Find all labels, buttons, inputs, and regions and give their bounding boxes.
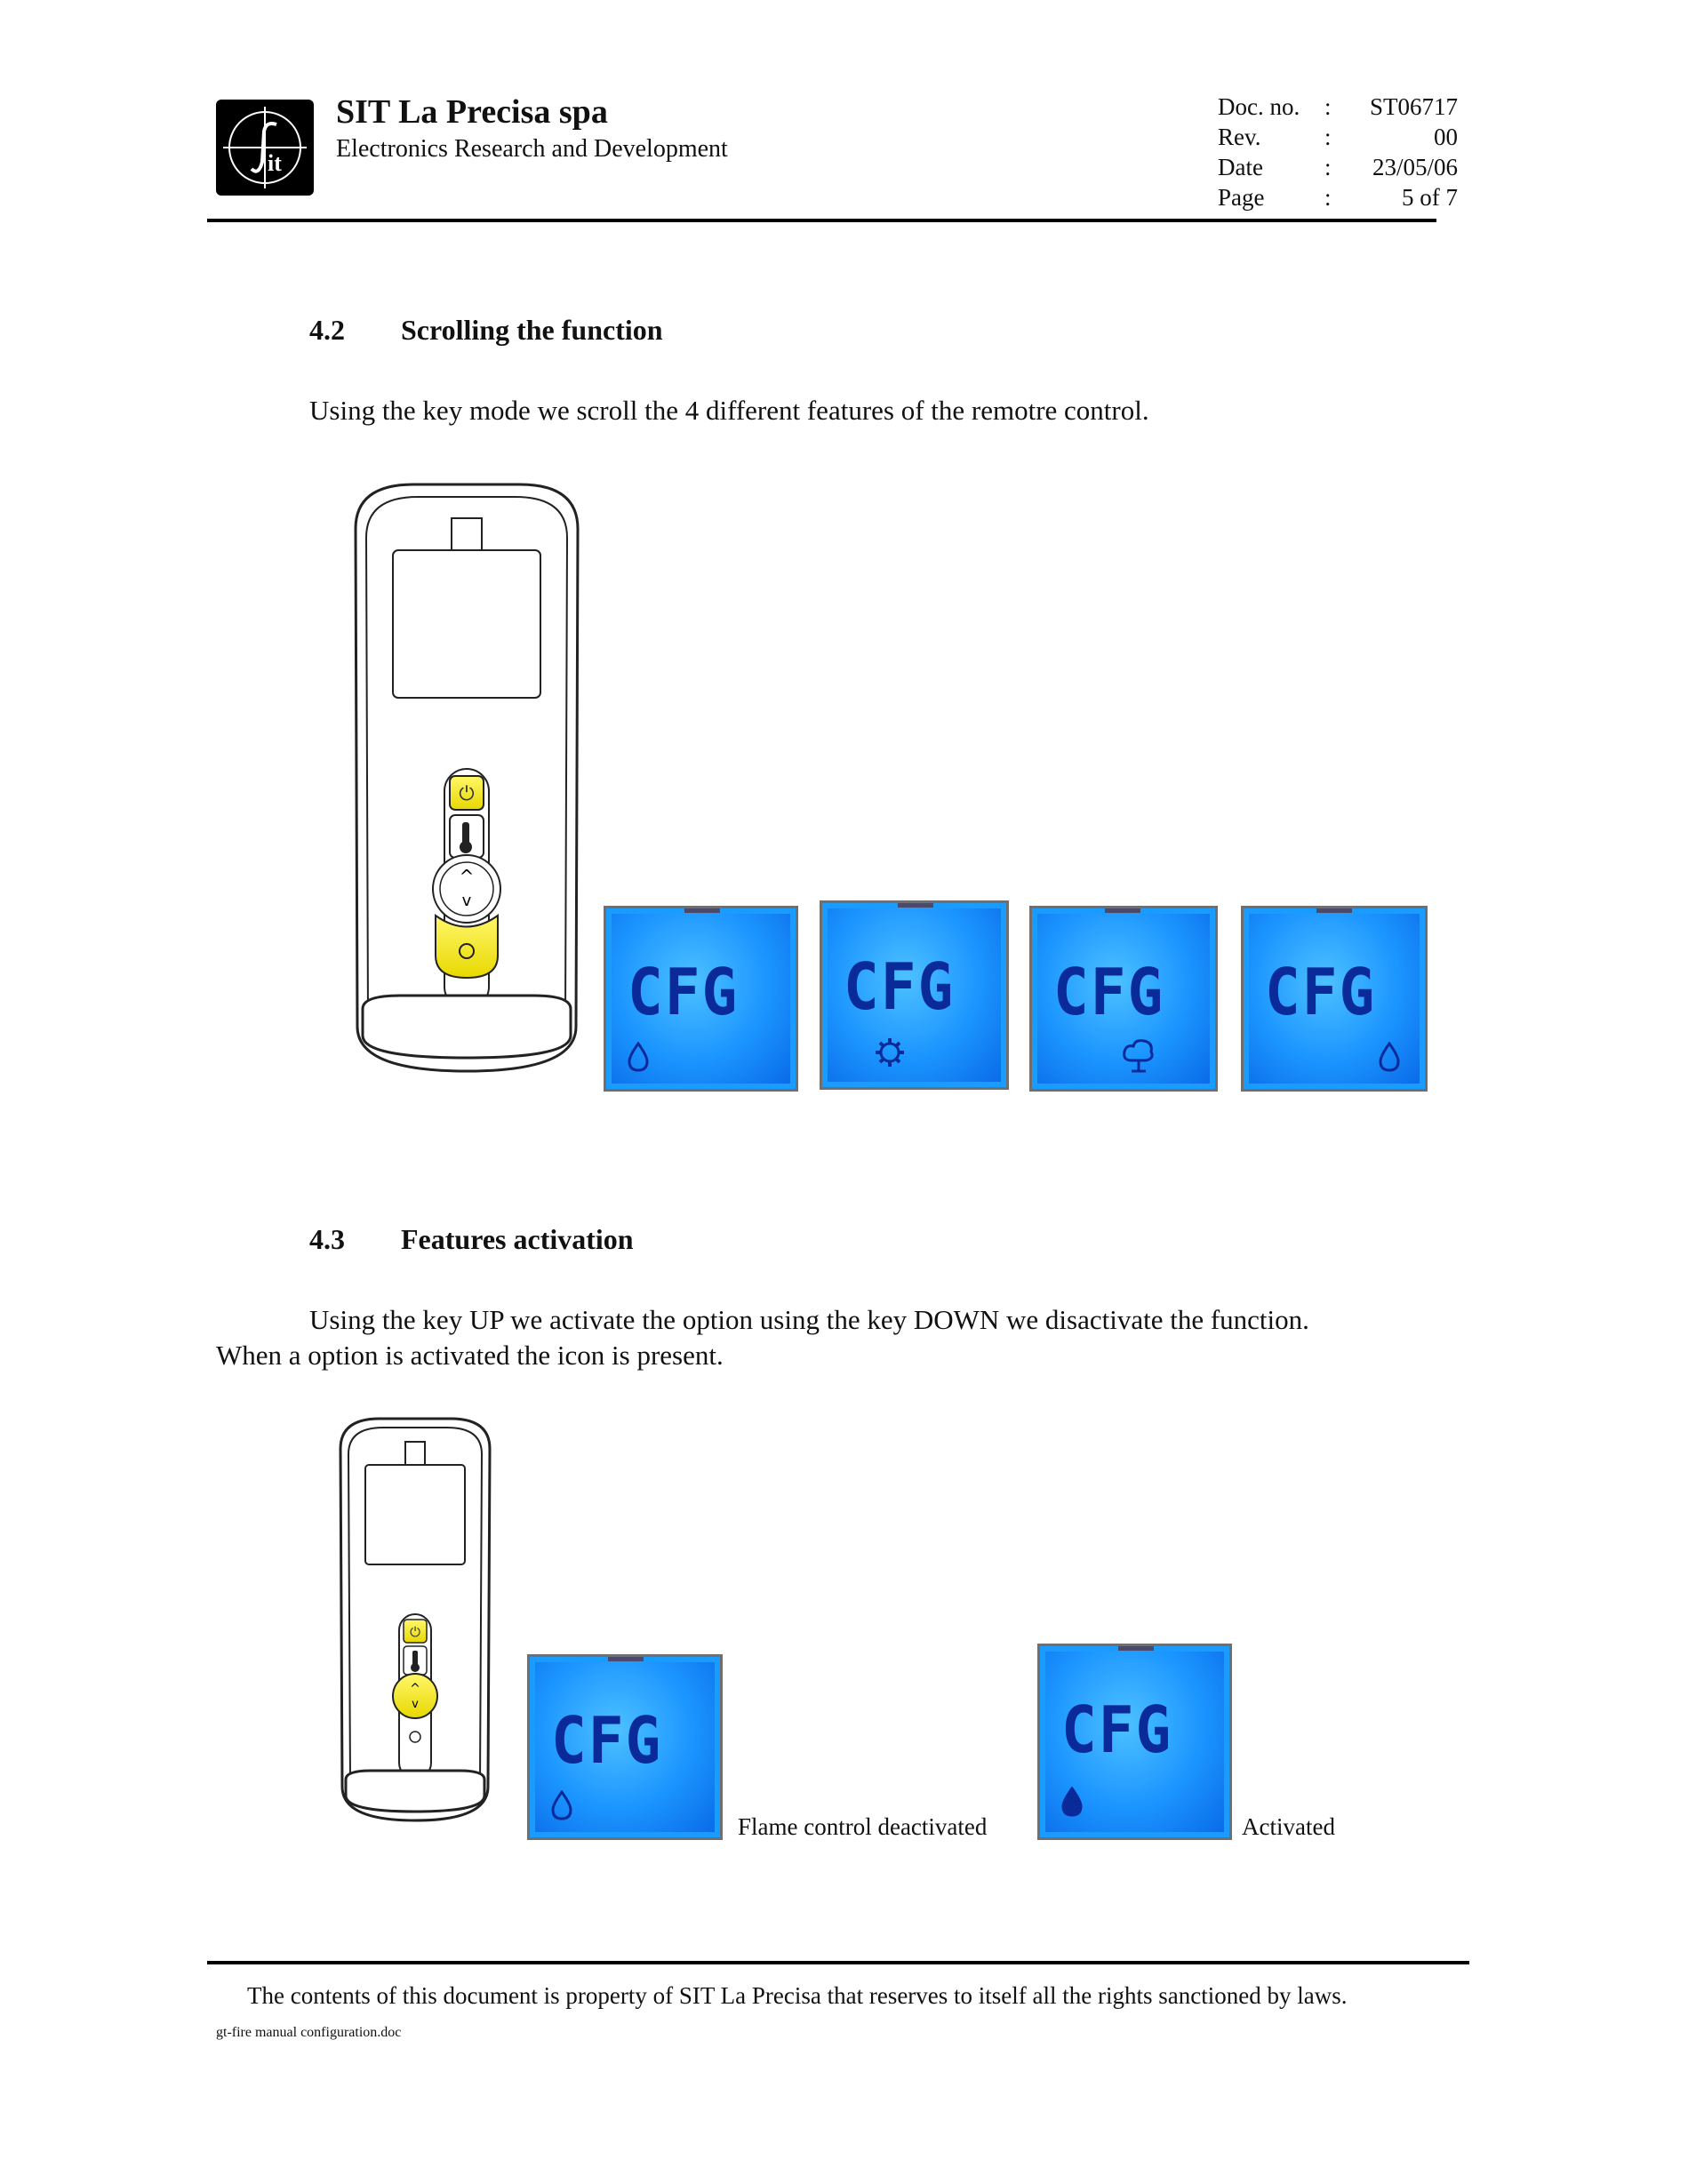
header-divider [207, 219, 1436, 222]
remote-control-drawing [347, 476, 587, 1080]
flame-outline-icon [1377, 1042, 1402, 1072]
section-4-2-number: 4.2 [309, 314, 345, 346]
revision-label: Rev. [1218, 124, 1261, 150]
svg-text:⏻: ⏻ [410, 1624, 420, 1640]
date-value: 23/05/06 [1372, 154, 1458, 180]
lcd-display-activated [1037, 1644, 1232, 1840]
company-logo [216, 100, 314, 196]
section-4-3-title: Features activation [401, 1223, 634, 1255]
lcd-display-tree [1029, 906, 1218, 1092]
tree-icon [1121, 1037, 1156, 1075]
remote-control-small [335, 1413, 495, 1827]
doc-number-label: Doc. no. [1218, 93, 1300, 120]
flame-filled-icon [1060, 1787, 1084, 1817]
page-value: 5 of 7 [1402, 184, 1458, 211]
revision-value: 00 [1434, 124, 1458, 150]
section-4-2-text: Using the key mode we scroll the 4 different features of the remotre control. [309, 395, 1149, 426]
gear-icon [874, 1036, 906, 1068]
footer-divider [207, 1961, 1469, 1964]
lcd-display-flame [604, 906, 798, 1092]
doc-number-row [1218, 92, 1458, 122]
revision-row [1218, 122, 1458, 152]
svg-text:it: it [268, 150, 282, 176]
lcd-display-deactivated [527, 1654, 723, 1840]
section-4-2-title: Scrolling the function [401, 314, 663, 346]
company-department: Electronics Research and Development [336, 135, 728, 163]
svg-text:^: ^ [410, 1682, 420, 1696]
separator: : [1324, 93, 1332, 120]
lcd-text: CFG [1053, 955, 1165, 1030]
remote-control-drawing [335, 1413, 495, 1827]
page-row [1218, 182, 1458, 212]
section-4-3-number: 4.3 [309, 1223, 345, 1255]
footer-copyright: The contents of this document is property of SIT La Precisa that reserves to itself all the rights sanctioned by laws. [247, 1982, 1348, 2009]
remote-control-large [347, 476, 587, 1080]
document-info-table [1218, 92, 1458, 212]
section-4-3-text-line1: Using the key UP we activate the option using the key DOWN we disactivate the function. [309, 1304, 1309, 1335]
company-name: SIT La Precisa spa [336, 93, 608, 131]
svg-text:v: v [412, 1698, 419, 1711]
footer-file-name: gt-fire manual configuration.doc [216, 2025, 402, 2040]
flame-outline-icon [626, 1042, 651, 1072]
date-row [1218, 152, 1458, 182]
separator: : [1324, 124, 1332, 150]
separator: : [1324, 154, 1332, 180]
date-label: Date [1218, 154, 1263, 180]
lcd-text: CFG [628, 955, 740, 1030]
caption-deactivated: Flame control deactivated [738, 1813, 988, 1840]
doc-number-value: ST06717 [1369, 93, 1458, 120]
lcd-display-flame-right [1241, 906, 1428, 1092]
lcd-text: CFG [844, 949, 956, 1025]
lcd-text: CFG [1265, 955, 1377, 1030]
svg-text:v: v [461, 892, 472, 910]
lcd-display-gear [820, 900, 1009, 1090]
lcd-text: CFG [551, 1703, 663, 1779]
svg-text:⏻: ⏻ [459, 783, 475, 805]
page-label: Page [1218, 184, 1265, 211]
caption-activated: Activated [1242, 1813, 1335, 1840]
logo-mark-icon [216, 100, 314, 196]
separator: : [1324, 184, 1332, 211]
section-4-3-text-line2: When a option is activated the icon is present. [216, 1340, 724, 1371]
lcd-text: CFG [1061, 1692, 1173, 1768]
flame-outline-icon [549, 1790, 574, 1820]
svg-text:^: ^ [459, 866, 475, 887]
